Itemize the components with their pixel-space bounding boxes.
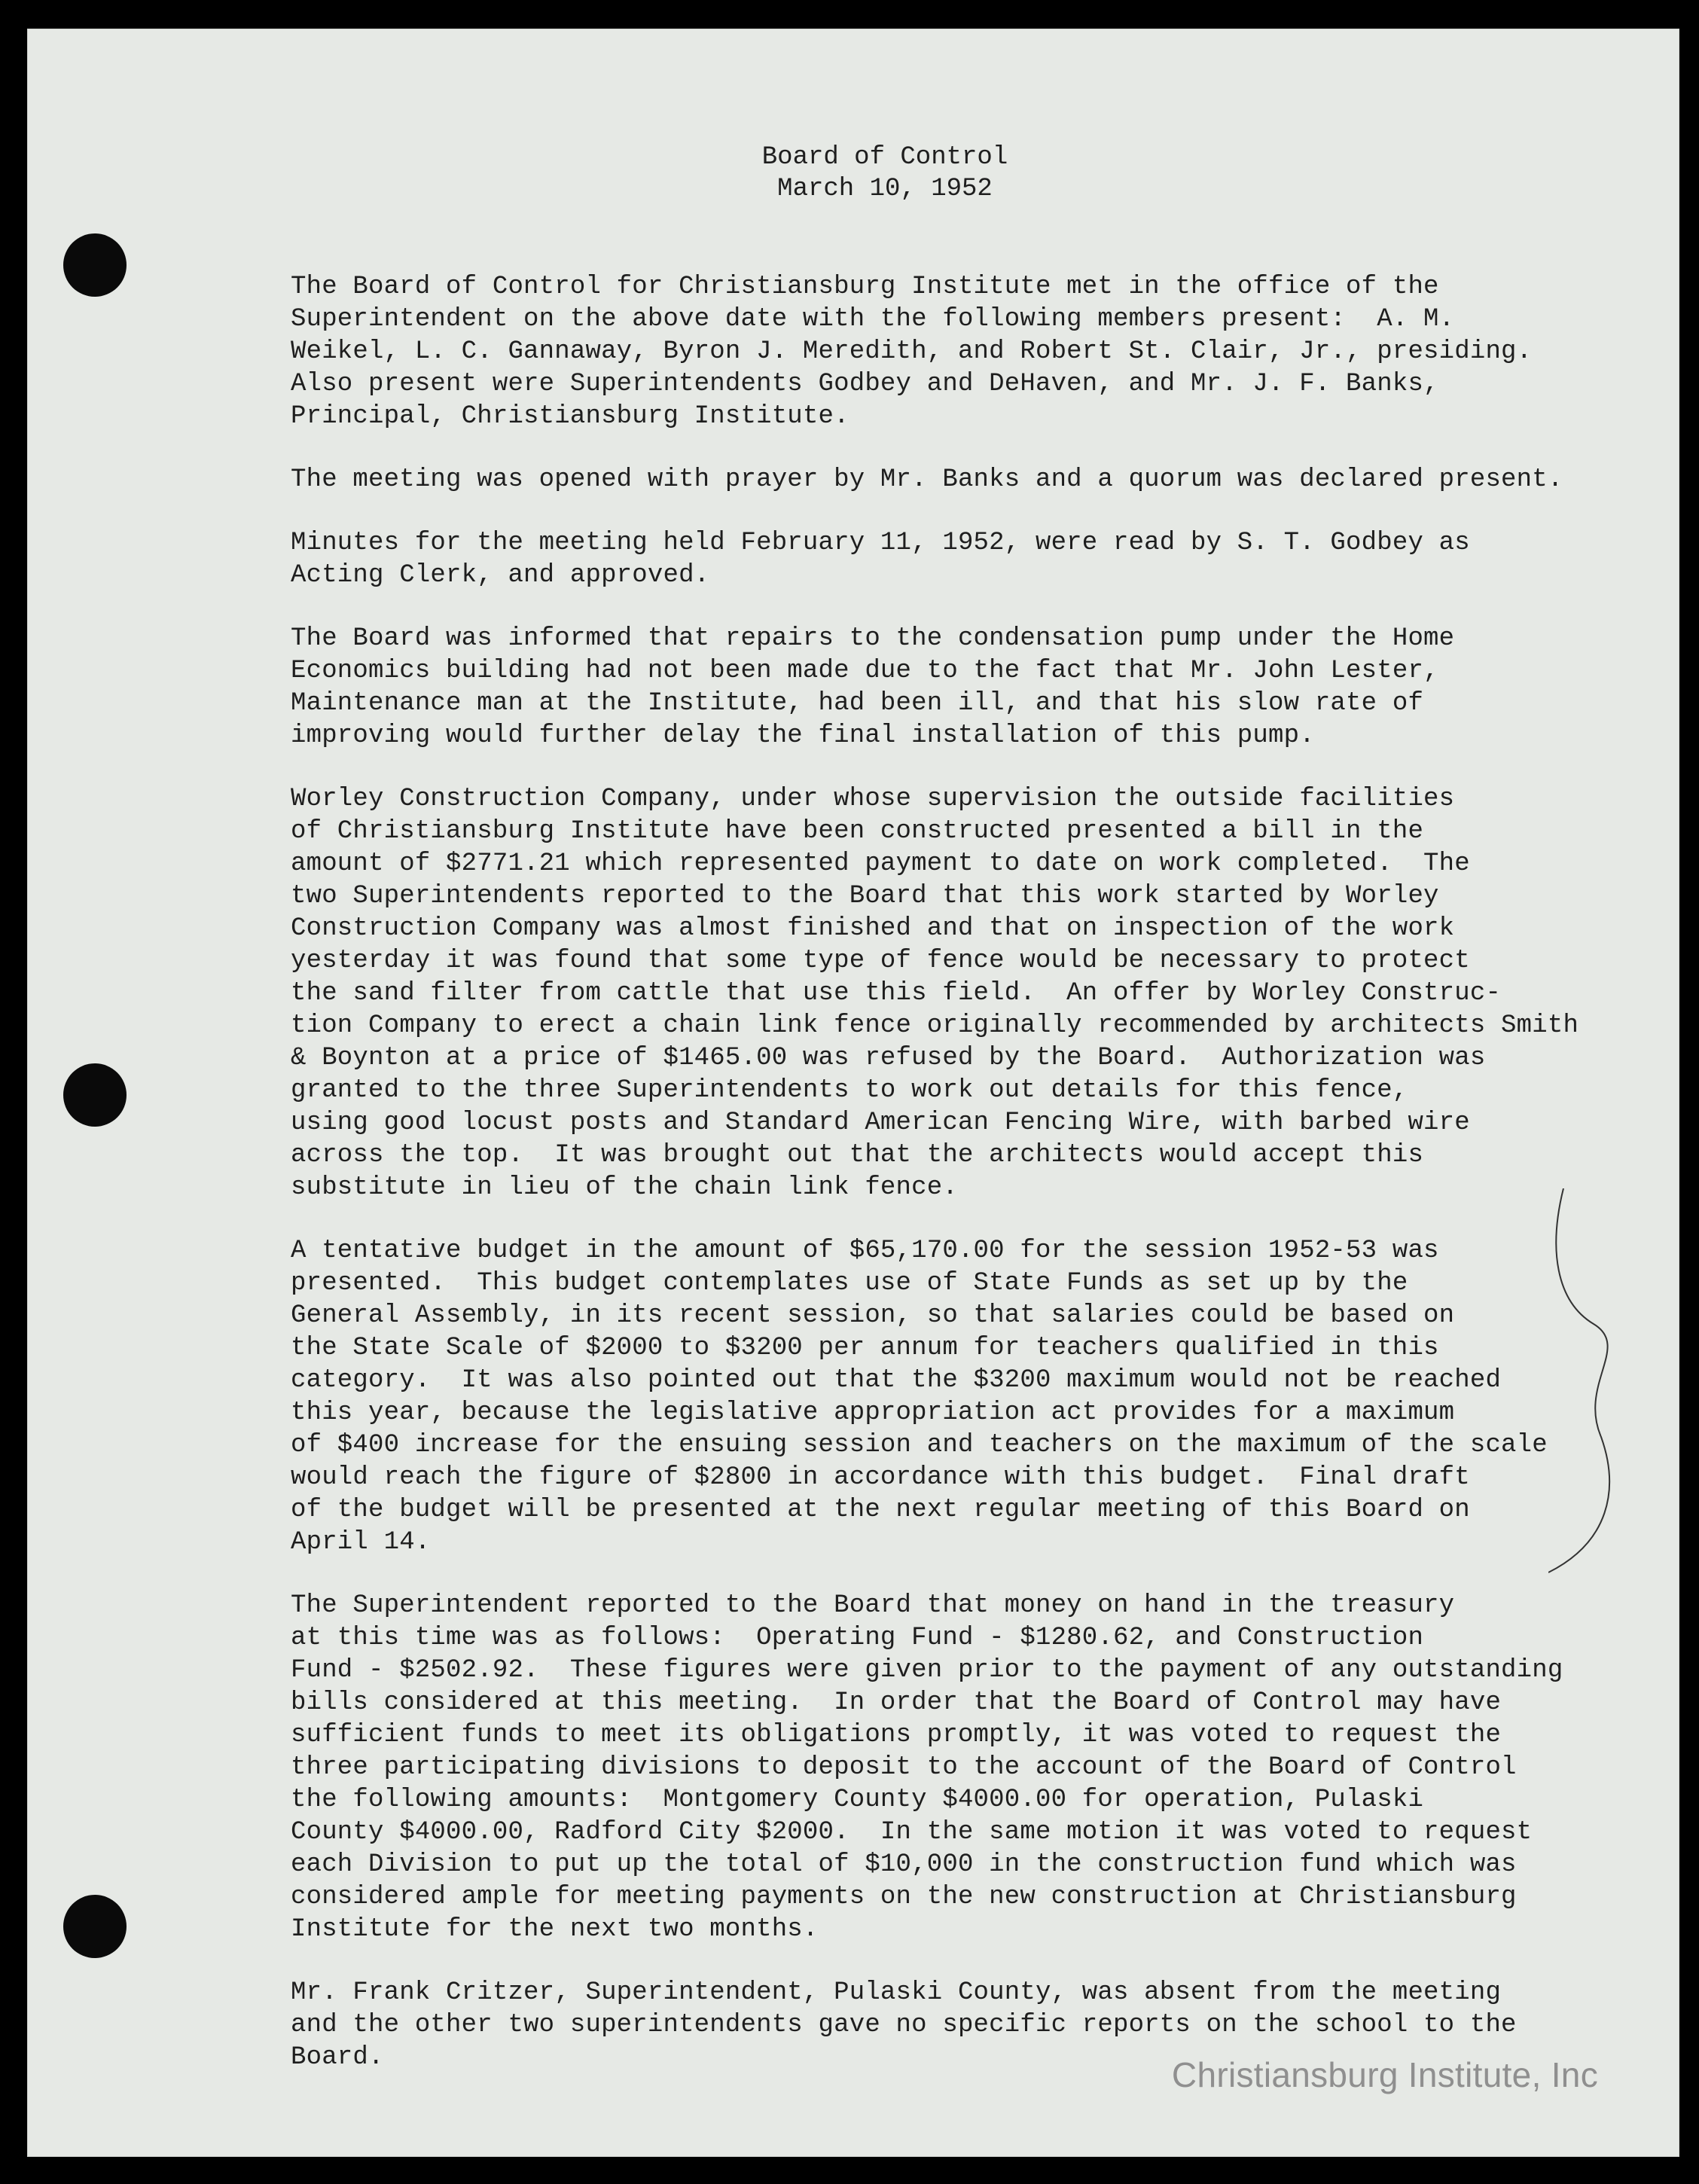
text-line: three participating divisions to deposit to the account of the Board of Control [291,1753,1517,1782]
text-line: across the top. It was brought out that the architects would accept this [291,1141,1424,1170]
text-line: April 14. [291,1528,431,1557]
text-line: would reach the figure of $2800 in accordance with this budget. Final draft [291,1463,1470,1492]
text-line: Maintenance man at the Institute, had been ill, and that his slow rate of [291,689,1424,718]
text-line: Mr. Frank Critzer, Superintendent, Pulaski County, was absent from the meeting [291,1978,1502,2007]
paragraph [291,527,1691,592]
paragraph [291,623,1691,752]
header-title: Board of Control [761,143,1008,172]
text-line: granted to the three Superintendents to work out details for this fence, [291,1076,1408,1105]
text-line: The Board of Control for Christiansburg Institute met in the office of the [291,273,1439,301]
text-line: Worley Construction Company, under whose supervision the outside facilities [291,785,1455,813]
text-line: the following amounts: Montgomery County $4000.00 for operation, Pulaski [291,1786,1424,1814]
text-line: Institute for the next two months. [291,1915,819,1944]
text-line: bills considered at this meeting. In order that the Board of Control may have [291,1688,1502,1717]
text-line: & Boynton at a price of $1465.00 was refused by the Board. Authorization was [291,1044,1486,1072]
text-line: amount of $2771.21 which represented payment to date on work completed. The [291,850,1470,878]
punch-hole [63,1063,127,1127]
paragraph [291,783,1691,1204]
text-line: A tentative budget in the amount of $65,170.00 for the session 1952-53 was [291,1237,1439,1265]
punch-hole [63,233,127,297]
text-line: the State Scale of $2000 to $3200 per annum for teachers qualified in this [291,1334,1439,1362]
text-line: Board. [291,2043,384,2072]
text-line: substitute in lieu of the chain link fence. [291,1173,958,1202]
text-line: Weikel, L. C. Gannaway, Byron J. Meredith, and Robert St. Clair, Jr., presiding. [291,337,1533,366]
punch-hole [63,1895,127,1958]
text-line: at this time was as follows: Operating Fund - $1280.62, and Construction [291,1624,1424,1652]
text-line: Economics building had not been made due to the fact that Mr. John Lester, [291,657,1439,685]
text-line: Superintendent on the above date with the following members present: A. M. [291,305,1455,334]
text-line: Fund - $2502.92. These figures were given prior to the payment of any outstanding [291,1656,1563,1685]
document-header [27,142,1679,205]
text-line: improving would further delay the final installation of this pump. [291,721,1315,750]
text-line: The Superintendent reported to the Board that money on hand in the treasury [291,1591,1455,1620]
text-line: each Division to put up the total of $10,000 in the construction fund which was [291,1850,1517,1879]
text-line: tion Company to erect a chain link fence originally recommended by architects Smith [291,1011,1579,1040]
text-line: category. It was also pointed out that the $3200 maximum would not be reached [291,1366,1502,1395]
text-line: County $4000.00, Radford City $2000. In the same motion it was voted to request [291,1818,1533,1847]
paragraph [291,1590,1691,1946]
text-line: Acting Clerk, and approved. [291,561,710,590]
paragraph [291,271,1691,433]
text-line: General Assembly, in its recent session, so that salaries could be based on [291,1301,1455,1330]
header-date: March 10, 1952 [777,175,993,203]
text-line: two Superintendents reported to the Board that this work started by Worley [291,882,1439,911]
document-page [27,29,1679,2157]
paragraph [291,464,1691,496]
text-line: this year, because the legislative appropriation act provides for a maximum [291,1399,1455,1427]
text-line: Construction Company was almost finished and that on inspection of the work [291,914,1455,943]
text-line: and the other two superintendents gave no specific reports on the school to the [291,2011,1517,2039]
text-line: Principal, Christiansburg Institute. [291,402,850,431]
text-line: of $400 increase for the ensuing session and teachers on the maximum of the scale [291,1431,1548,1460]
text-line: using good locust posts and Standard American Fencing Wire, with barbed wire [291,1109,1470,1137]
text-line: of Christiansburg Institute have been constructed presented a bill in the [291,817,1424,846]
text-line: Also present were Superintendents Godbey and DeHaven, and Mr. J. F. Banks, [291,370,1439,398]
minutes-body [291,271,1691,2105]
text-line: Minutes for the meeting held February 11, 1952, were read by S. T. Godbey as [291,529,1470,557]
text-line: the sand filter from cattle that use this field. An offer by Worley Construc- [291,979,1502,1008]
watermark: Christiansburg Institute, Inc [1171,2055,1598,2094]
paragraph [291,1235,1691,1559]
text-line: considered ample for meeting payments on the new construction at Christiansburg [291,1883,1517,1911]
text-line: of the budget will be presented at the next regular meeting of this Board on [291,1496,1470,1524]
text-line: The Board was informed that repairs to the condensation pump under the Home [291,624,1455,653]
text-line: yesterday it was found that some type of fence would be necessary to protect [291,947,1470,975]
text-line: sufficient funds to meet its obligations promptly, it was voted to request the [291,1721,1502,1749]
text-line: presented. This budget contemplates use of State Funds as set up by the [291,1269,1408,1298]
text-line: The meeting was opened with prayer by Mr. Banks and a quorum was declared present. [291,465,1563,494]
